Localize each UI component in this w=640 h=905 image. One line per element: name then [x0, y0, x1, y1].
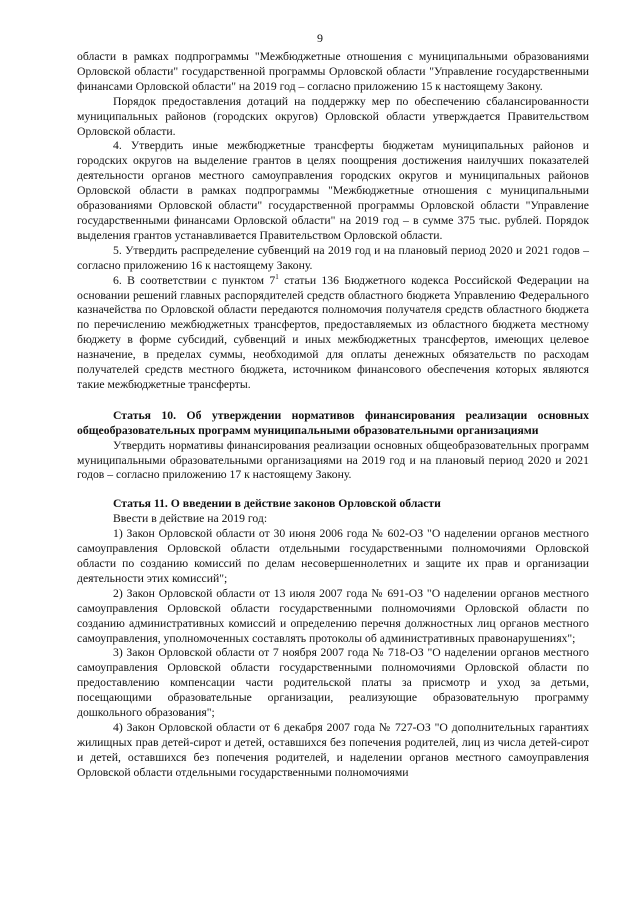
para6-text-start: 6. В соответствии с пунктом 7 [113, 273, 276, 287]
para6-text-end: статьи 136 Бюджетного кодекса Российской Федерации на основании решений главных распорядителей средств областного бюджета Управлению Федерального казначейства по Орловской области передаются полномочия получателя средств областного бюджета по перечислению межбюджетных трансфертов, предоставляемых из областного бюджета местному бюджету в форме субсидий, субвенций и иных межбюджетных трансфертов, имеющих целевое назначение, в пределах суммы, необходимой для оплаты денежных обязательств по расходам получателей средств местного бюджета, источником финансового обеспечения которых являются такие межбюджетные трансферты. [77, 273, 590, 391]
article-11-item-2: 2) Закон Орловской области от 13 июля 2007 года № 691-ОЗ "О наделении органов местного самоуправления Орловской области государственными полномочиями Орловской области по созданию административных комиссий и определению перечня должностных лиц органов местного самоуправления, уполномоченных составлять протоколы об административных правонарушениях"; [77, 586, 589, 645]
article-11-item-3: 3) Закон Орловской области от 7 ноября 2007 года № 718-ОЗ "О наделении органов местного самоуправления Орловской области государственными полномочиями Орловской области по предоставлению компенсации части родительской платы за присмотр и уход за детьми, посещающими образовательные организации, реализующие образовательную программу дошкольного образования"; [77, 646, 589, 720]
page-number: 9 [317, 31, 323, 45]
paragraph-item-6 [77, 274, 589, 393]
paragraph-item-5: 5. Утвердить распределение субвенций на 2019 год и на плановый период 2020 и 2021 годов – согласно приложению 16 к настоящему Закону. [77, 243, 589, 272]
para6-superscript: 1 [275, 272, 279, 281]
article-10-heading: Статья 10. Об утверждении нормативов финансирования реализации основных общеобразовательных программ муниципальными образовательными организациями [77, 408, 589, 437]
article-10-text: Утвердить нормативы финансирования реализации основных общеобразовательных программ муниципальными образовательными организациями на 2019 год и на плановый период 2020 и 2021 годов – согласно приложению 17 к настоящему Закону. [77, 438, 589, 482]
document-body [77, 50, 589, 781]
article-11-item-4: 4) Закон Орловской области от 6 декабря 2007 года № 727-ОЗ "О дополнительных гарантиях жилищных прав детей-сирот и детей, оставшихся без попечения родителей, лиц из числа детей-сирот и детей, оставшихся без попечения родителей, и наделении органов местного самоуправления Орловской области отдельными государственными полномочиями [77, 720, 589, 779]
article-11-intro: Ввести в действие на 2019 год: [113, 512, 268, 526]
paragraph-continuation: области в рамках подпрограммы "Межбюджетные отношения с муниципальными образованиями Орловской области" государственной программы Орловской области "Управление государственными финансами Орловской области" на 2019 год – согласно приложению 15 к настоящему Закону. [77, 50, 589, 93]
article-11-item-1: 1) Закон Орловской области от 30 июня 2006 года № 602-ОЗ "О наделении органов местного самоуправления Орловской области отдельными государственными полномочиями Орловской области по созданию комиссий по делам несовершеннолетних и защите их прав и организации деятельности этих комиссий"; [77, 527, 589, 585]
article-11-heading: Статья 11. О введении в действие законов Орловской области [113, 497, 441, 511]
paragraph-item-4: 4. Утвердить иные межбюджетные трансферты бюджетам муниципальных районов и городских округов на выделение грантов в целях поощрения достижения наилучших показателей деятельности органов местного самоуправления городских округов и муниципальных районов Орловской области в рамках подпрограммы "Межбюджетные отношения с муниципальными образованиями Орловской области" государственной программы Орловской области "Управление государственными финансами Орловской области" на 2019 год – в сумме 375 тыс. рублей. Порядок выделения грантов устанавливается Правительством Орловской области. [77, 139, 589, 242]
paragraph-subsidy-procedure: Порядок предоставления дотаций на поддержку мер по обеспечению сбалансированности муниципальных районов (городских округов) Орловской области утверждается Правительством Орловской области. [77, 94, 589, 138]
